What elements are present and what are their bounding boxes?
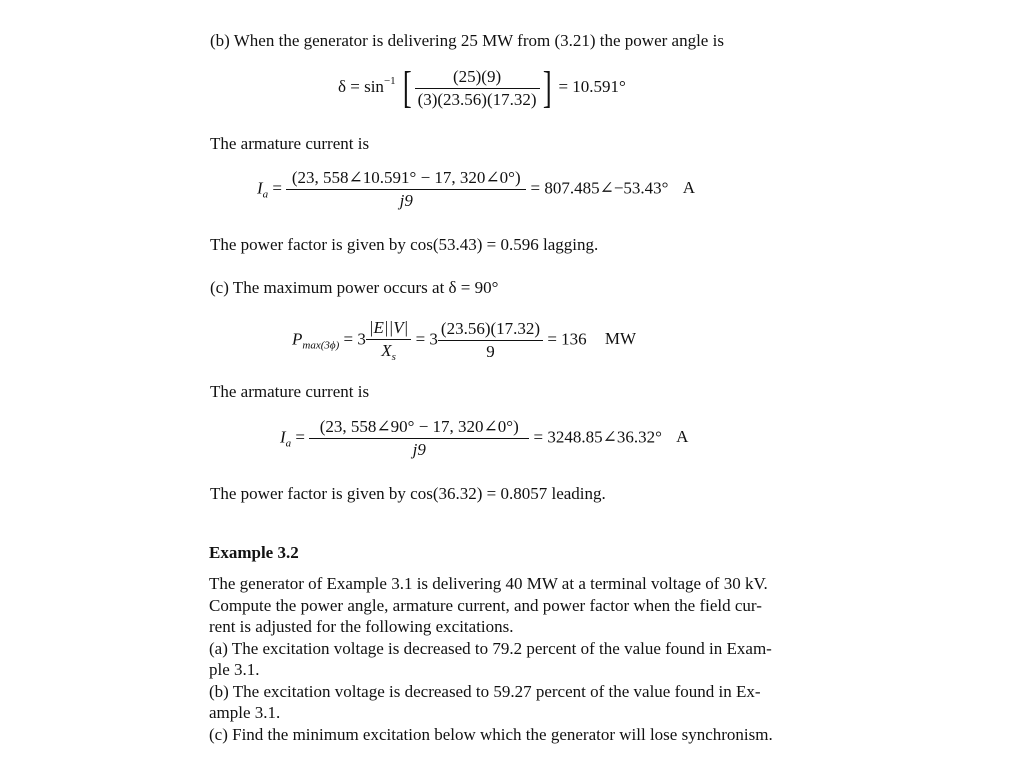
delta-numerator: (25)(9) (415, 67, 540, 89)
right-bracket: ] (542, 63, 552, 112)
example-line: rent is adjusted for the following excitations. (209, 617, 514, 636)
part-c-armature-text: The armature current is (210, 382, 370, 401)
power-angle-equation (338, 63, 626, 112)
left-bracket: [ (402, 63, 412, 112)
part-b-armature-text: The armature current is (210, 134, 370, 153)
pmax-denominator-1 (366, 340, 411, 363)
part-c-power-factor: The power factor is given by cos(36.32) = 0.8057 leading. (210, 484, 606, 503)
pmax-eq1: = 3 (343, 329, 366, 349)
ia-fraction (309, 417, 529, 460)
ia-symbol: I (257, 178, 263, 198)
example-line: (a) The excitation voltage is decreased to 79.2 percent of the value found in Exam- (209, 638, 772, 658)
pmax-fraction-2 (438, 319, 543, 362)
ia-fraction (286, 168, 526, 211)
pmax-unit: MW (604, 329, 637, 349)
delta-lhs: δ = sin (338, 76, 384, 96)
pmax-subscript: max(3ϕ) (302, 339, 340, 352)
example-line: ple 3.1. (209, 660, 260, 679)
example-line: (b) The excitation voltage is decreased to 59.27 percent of the value found in Ex- (209, 681, 761, 701)
pmax-symbol: P (292, 329, 303, 349)
ia-unit: A (682, 178, 696, 198)
xs-subscript: s (391, 351, 396, 363)
example-body (209, 573, 814, 745)
delta-denominator: (3)(23.56)(17.32) (417, 89, 537, 109)
pmax-eq2: = 3 (415, 329, 438, 349)
example-heading: Example 3.2 (209, 543, 299, 562)
ia-numerator: (23, 558∠10.591° − 17, 320∠0°) (286, 168, 526, 190)
example-line: The generator of Example 3.1 is delivering 40 MW at a terminal voltage of 30 kV. (209, 574, 768, 593)
ia-denominator: j9 (412, 440, 426, 459)
part-b-power-factor: The power factor is given by cos(53.43) = 0.596 lagging. (210, 235, 599, 254)
example-line: Compute the power angle, armature current, and power factor when the field cur- (209, 595, 762, 615)
delta-fraction (415, 67, 540, 110)
ia-result: = 3248.85∠36.32° (533, 427, 662, 447)
pmax-fraction-1 (366, 318, 411, 363)
delta-sup: −1 (383, 74, 396, 87)
ia-denominator: j9 (399, 191, 413, 210)
pmax-denominator-2: 9 (486, 342, 495, 361)
ia-equals: = (295, 427, 306, 447)
ia-numerator: (23, 558∠90° − 17, 320∠0°) (309, 417, 529, 439)
part-b-intro: (b) When the generator is delivering 25 MW from (3.21) the power angle is (210, 31, 724, 50)
ia-equals: = (272, 178, 283, 198)
delta-result: = 10.591° (558, 76, 626, 96)
ia-subscript: a (285, 437, 292, 450)
pmax-numerator-2: (23.56)(17.32) (438, 319, 543, 341)
pmax-result: = 136 (547, 329, 587, 349)
part-b-current-equation (257, 168, 695, 211)
ia-unit: A (676, 427, 689, 447)
ia-subscript: a (262, 188, 269, 201)
pmax-numerator-1: |E||V| (366, 318, 411, 340)
example-line: (c) Find the minimum excitation below which the generator will lose synchronism. (209, 724, 773, 744)
example-line: ample 3.1. (209, 703, 281, 722)
max-power-equation (292, 318, 636, 363)
xs-symbol: X (381, 341, 392, 360)
ia-result: = 807.485∠−53.43° (530, 178, 669, 198)
part-c-current-equation (280, 417, 688, 460)
ia-symbol: I (280, 427, 286, 447)
part-c-intro: (c) The maximum power occurs at δ = 90° (210, 278, 499, 297)
